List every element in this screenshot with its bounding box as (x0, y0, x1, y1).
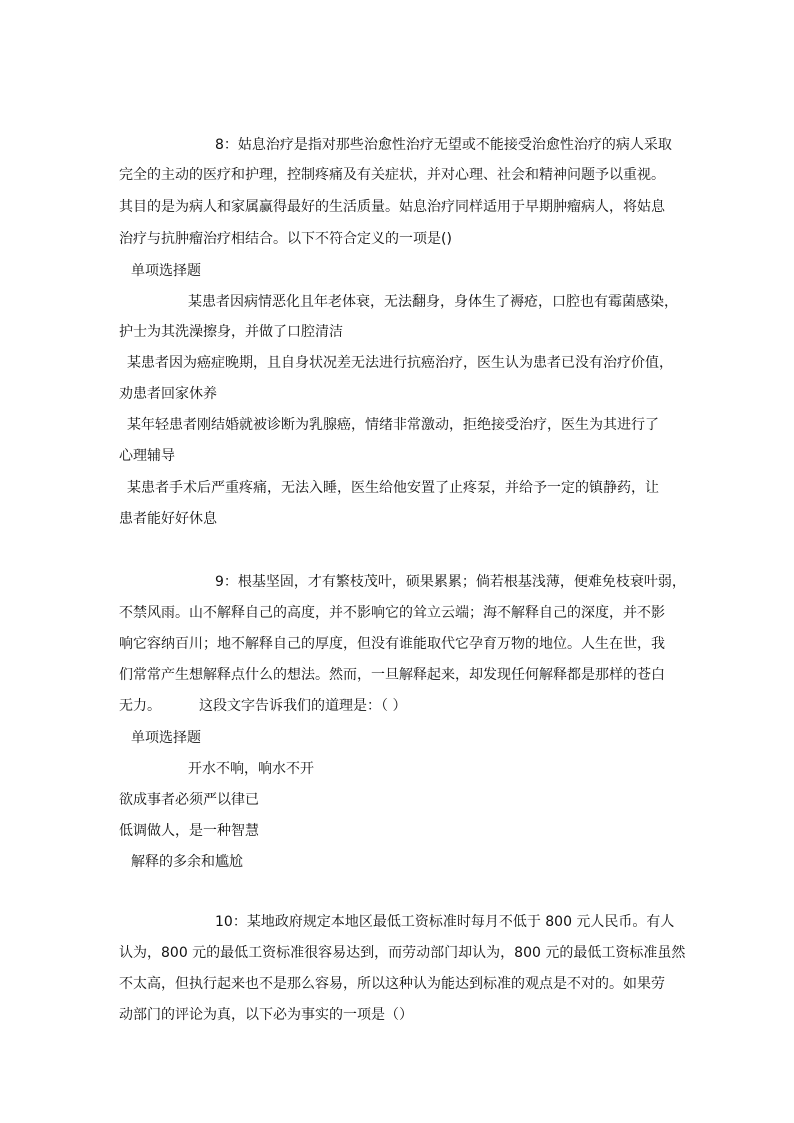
question-stem-line: 动部门的评论为真，以下必为事实的一项是（） (119, 1007, 413, 1023)
question-stem-fragment: 无力。 (119, 698, 161, 714)
question-stem-line: 们常常产生想解释点什么的想法。然而，一旦解释起来，却发现任何解释都是那样的苍白 (119, 667, 665, 683)
option-line: 劝患者回家休养 (119, 386, 217, 402)
option-line: 低调做人，是一种智慧 (119, 823, 259, 839)
question-stem-line: 治疗与抗肿瘤治疗相结合。以下不符合定义的一项是() (119, 231, 452, 247)
option-line: 欲成事者必须严以律已 (119, 792, 259, 808)
question-stem-line: 认为，800 元的最低工资标准很容易达到，而劳动部门却认为，800 元的最低工资标准虽然 (119, 945, 686, 961)
question-stem-line: 不太高，但执行起来也不是那么容易，所以这种认为能达到标准的观点是不对的。如果劳 (119, 976, 665, 992)
option-line: 解释的多余和尴尬 (131, 854, 243, 870)
question-stem-line: 完全的主动的医疗和护理，控制疼痛及有关症状，并对心理、社会和精神问题予以重视。 (119, 167, 665, 183)
question-stem-line: 9：根基坚固，才有繁枝茂叶，硕果累累；倘若根基浅薄，便难免枝衰叶弱， (215, 574, 686, 590)
option-line: 患者能好好休息 (119, 511, 217, 527)
option-line: 某年轻患者刚结婚就被诊断为乳腺癌，情绪非常激动，拒绝接受治疗，医生为其进行了 (127, 417, 659, 433)
question-stem-line (119, 696, 406, 716)
option-line: 某患者因病情恶化且年老体衰，无法翻身，身体生了褥疮，口腔也有霉菌感染， (188, 294, 678, 310)
option-line: 某患者手术后严重疼痛，无法入睡，医生给他安置了止疼泵，并给予一定的镇静药，让 (127, 480, 659, 496)
question-stem-line: 响它容纳百川；地不解释自己的厚度，但没有谁能取代它孕育万物的地位。人生在世，我 (119, 636, 665, 652)
question-type-label: 单项选择题 (131, 263, 201, 279)
question-stem-line: 不禁风雨。山不解释自己的高度，并不影响它的耸立云端；海不解释自己的深度，并不影 (119, 605, 665, 621)
question-prompt: 这段文字告诉我们的道理是：（ ） (199, 698, 407, 714)
question-stem-line: 其目的是为病人和家属赢得最好的生活质量。姑息治疗同样适用于早期肿瘤病人，将姑息 (119, 199, 665, 215)
option-line: 心理辅导 (119, 448, 175, 464)
option-line: 护士为其洗澡擦身，并做了口腔清洁 (119, 324, 343, 340)
option-line: 某患者因为癌症晚期，且自身状况差无法进行抗癌治疗，医生认为患者已没有治疗价值， (127, 355, 673, 371)
question-stem-line: 10：某地政府规定本地区最低工资标准时每月不低于 800 元人民币。有人 (215, 914, 675, 930)
question-type-label: 单项选择题 (131, 730, 201, 746)
question-stem-line: 8：姑息治疗是指对那些治愈性治疗无望或不能接受治愈性治疗的病人采取 (215, 137, 672, 153)
option-line: 开水不响，响水不开 (188, 761, 314, 777)
